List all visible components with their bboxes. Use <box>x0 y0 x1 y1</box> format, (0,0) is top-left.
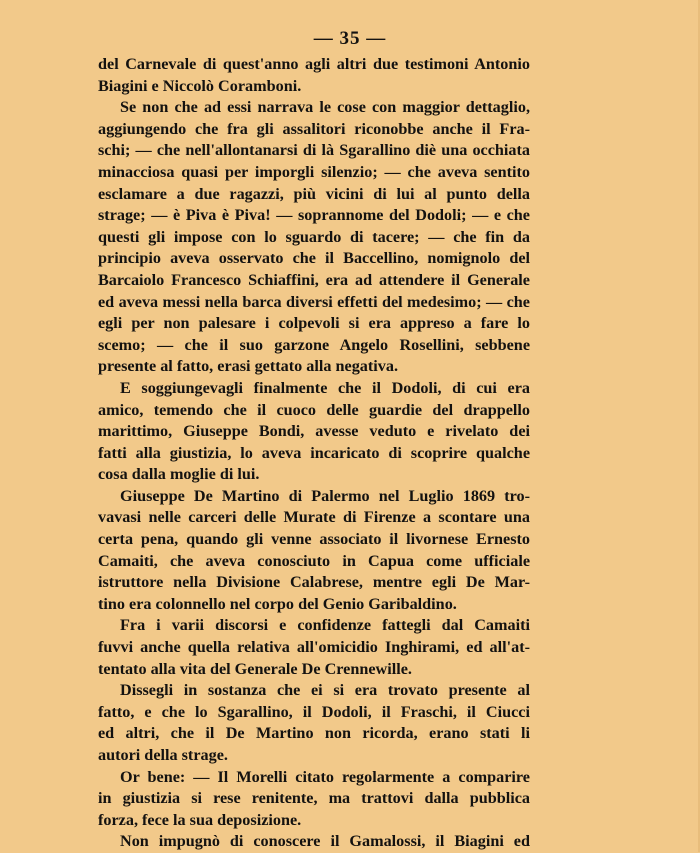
text-line: principio aveva osservato che il Baccellino, nomignolo del <box>98 249 530 268</box>
text-line: presente al fatto, erasi gettato alla negativa. <box>98 357 398 376</box>
text-line: vavasi nelle carceri delle Murate di Firenze a scontare una <box>98 508 530 527</box>
text-line: Or bene: — Il Morelli citato regolarmente a comparire <box>120 767 530 786</box>
text-line: Dissegli in sostanza che ei si era trovato presente al <box>120 681 530 700</box>
text-line: del Carnevale di quest'anno agli altri due testimoni Antonio <box>98 55 530 73</box>
text-line: certa pena, quando gli venne associato il livornese Ernesto <box>98 530 530 549</box>
text-line: questi gli impose con lo sguardo di tacere; — che fin da <box>98 227 530 246</box>
text-line: Camaiti, che aveva conosciuto in Capua come ufficiale <box>98 551 530 570</box>
text-line: fatto, e che lo Sgarallino, il Dodoli, il Fraschi, il Ciucci <box>98 702 530 721</box>
text-line: esclamare a due ragazzi, più vicini di lui al punto della <box>98 184 530 203</box>
text-line: E soggiungevagli finalmente che il Dodoli, di cui era <box>120 378 530 397</box>
text-line: autori della strage. <box>98 746 228 764</box>
text-line: Barcaiolo Francesco Schiaffini, era ad attendere il Generale <box>98 270 530 289</box>
body-text <box>98 54 530 853</box>
text-line: minacciosa quasi per imporgli silenzio; — che aveva sentito <box>98 162 530 181</box>
text-line: Biagini e Niccolò Coramboni. <box>98 76 302 95</box>
text-line: Fra i varii discorsi e confidenze fattegli dal Camaiti <box>120 616 530 635</box>
page-number: — 35 — <box>313 28 387 49</box>
text-line: fuvvi anche quella relativa all'omicidio Inghirami, ed all'at- <box>98 638 530 657</box>
text-line: tino era colonnello nel corpo del Genio Garibaldino. <box>98 594 457 613</box>
text-line: egli per non palesare i colpevoli si era appreso a fare lo <box>98 314 530 333</box>
text-line: Giuseppe De Martino di Palermo nel Luglio 1869 tro- <box>120 486 530 505</box>
text-line: schi; — che nell'allontanarsi di là Sgarallino diè una occhiata <box>98 141 530 160</box>
text-line: scemo; — che il suo garzone Angelo Rosellini, sebbene <box>98 335 530 354</box>
text-line: Se non che ad essi narrava le cose con maggior dettaglio, <box>120 98 530 117</box>
text-line: forza, fece la sua deposizione. <box>98 810 302 829</box>
text-line: tentato alla vita del Generale De Crennewille. <box>98 659 412 678</box>
text-line: fatti alla giustizia, lo aveva incaricato di scoprire qualche <box>98 443 530 462</box>
text-line: marittimo, Giuseppe Bondi, avesse veduto e rivelato dei <box>98 422 530 441</box>
text-line: aggiungendo che fra gli assalitori riconobbe anche il Fra- <box>98 119 530 138</box>
text-line: ed altri, che il De Martino non ricorda, erano stati li <box>98 724 530 743</box>
text-line: ed aveva messi nella barca diversi effetti del medesimo; — che <box>98 292 530 311</box>
text-line: in giustizia si rese renitente, ma trattovi dalla pubblica <box>98 789 530 808</box>
text-line: amico, temendo che il cuoco delle guardie del drappello <box>98 400 530 419</box>
text-line: cosa dalla moglie di lui. <box>98 465 260 484</box>
text-line: strage; — è Piva è Piva! — soprannome del Dodoli; — e che <box>98 206 530 225</box>
text-line: Non impugnò di conoscere il Gamalossi, il Biagini ed <box>120 832 530 851</box>
text-line: istruttore nella Divisione Calabrese, mentre egli De Mar- <box>98 573 530 592</box>
